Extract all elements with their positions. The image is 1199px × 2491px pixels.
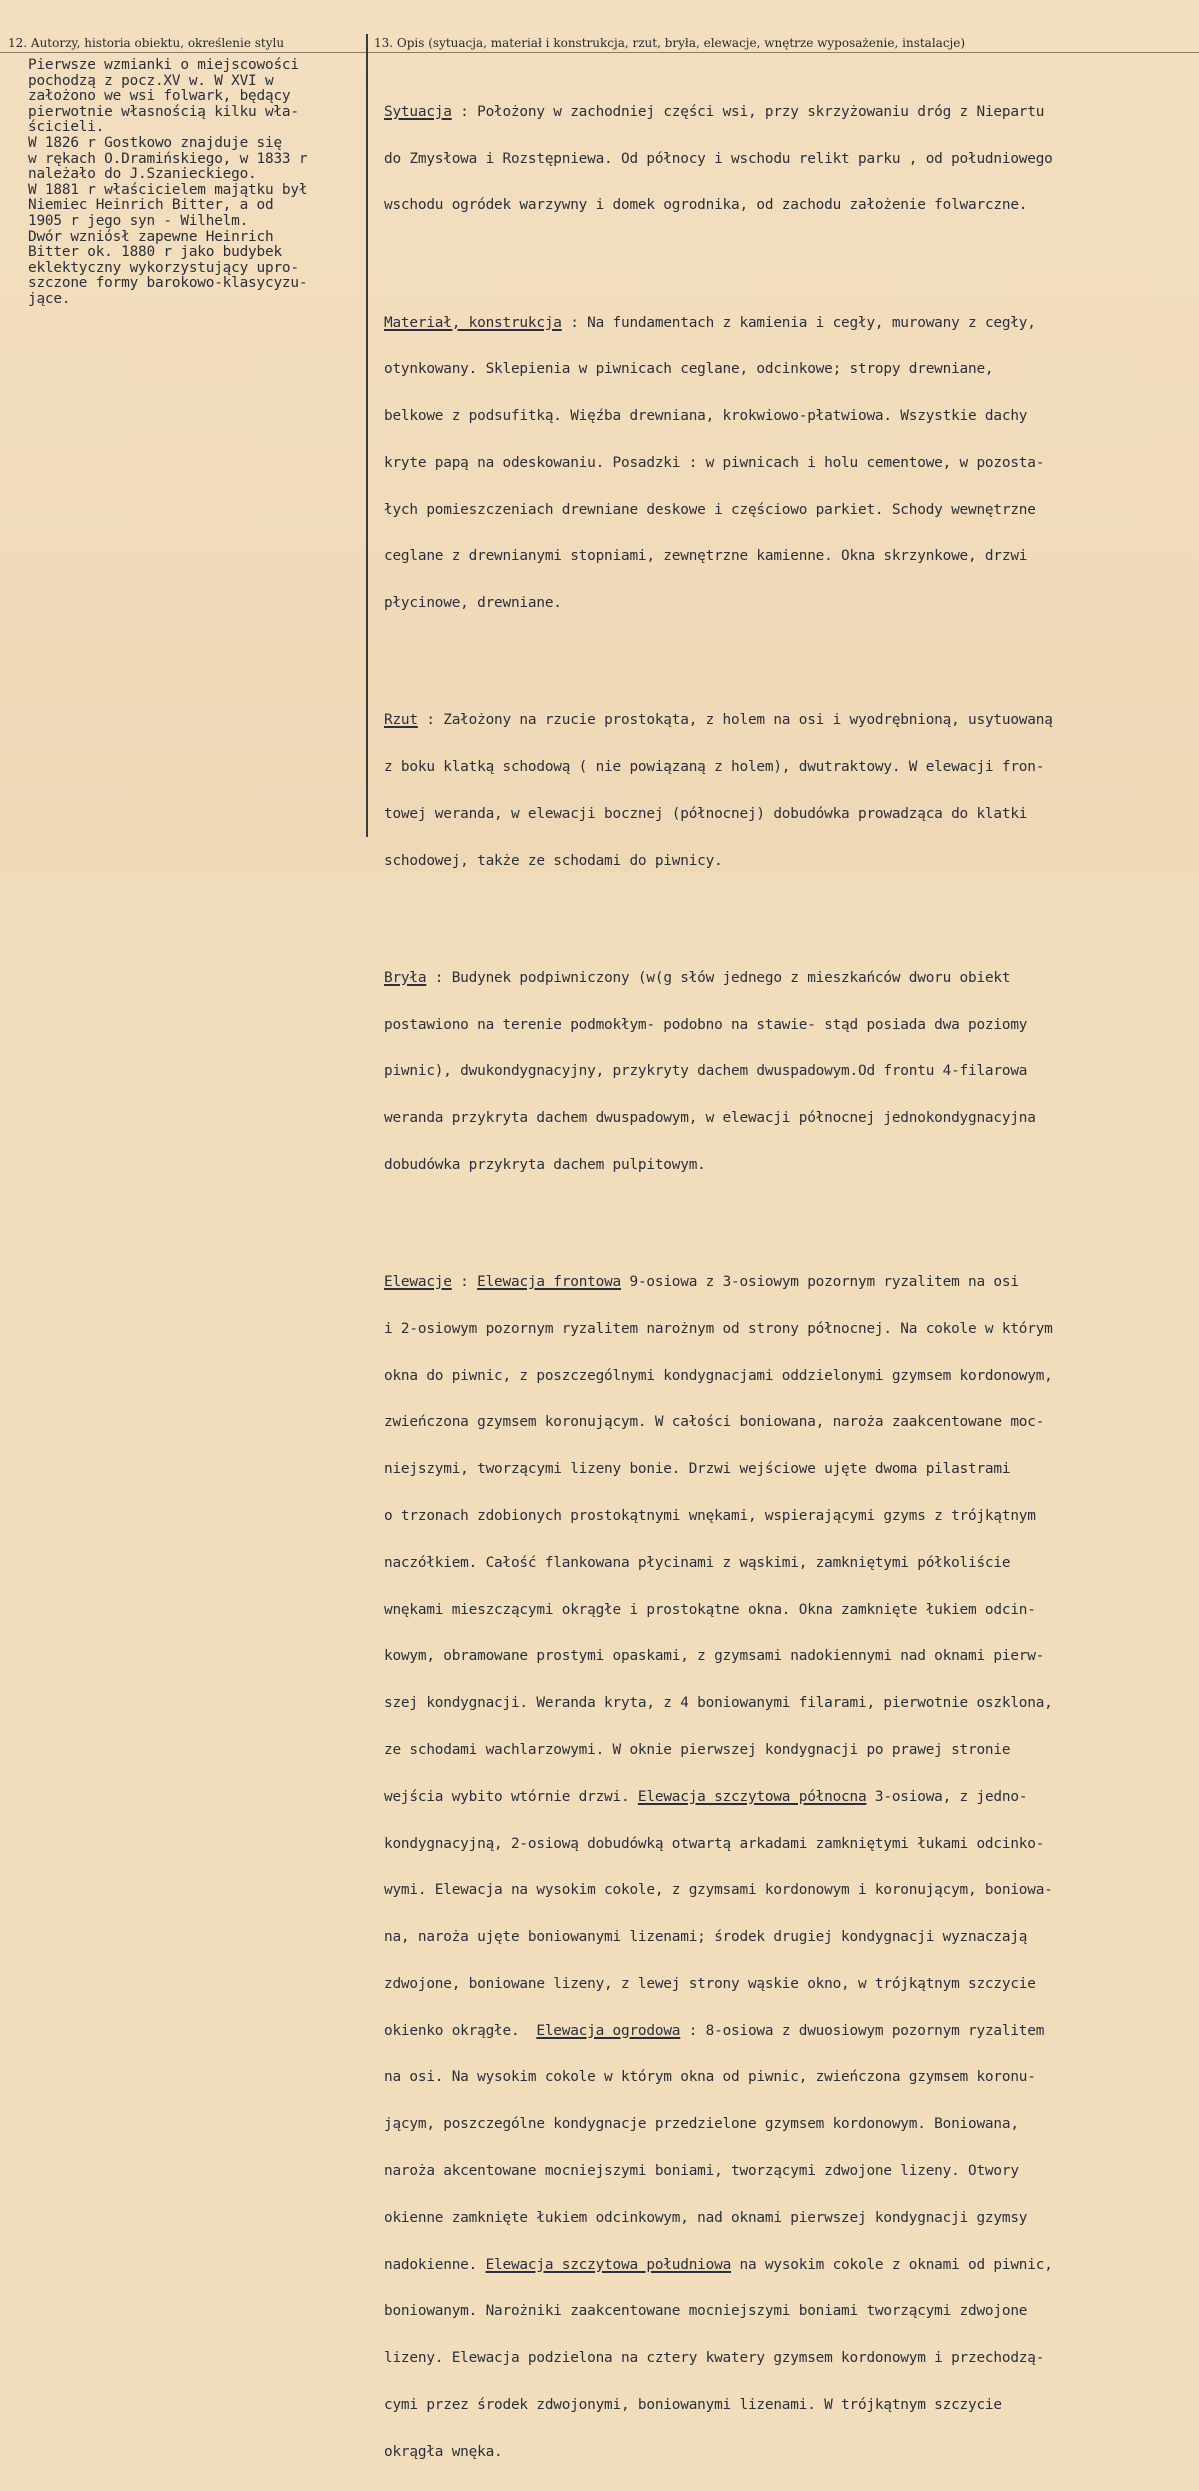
header-divider [0,52,1199,53]
text-line: schodowej, także ze schodami do piwnicy. [384,852,723,869]
text-line: boniowanym. Narożniki zaakcentowane mocniejszymi boniami tworzącymi zdwojone [384,2303,1028,2320]
elewacje-label: Elewacje [384,1274,452,1291]
history-line: należało do J.Szanieckiego. [28,166,257,183]
text-line: szej kondygnacji. Weranda kryta, z 4 boniowanymi filarami, pierwotnie oszklona, [384,1695,1053,1712]
text-line: ze schodami wachlarzowymi. W oknie pierwszej kondygnacji po prawej stronie [384,1741,1011,1758]
history-line: pochodzą z pocz.XV w. W XVI w [28,72,274,89]
text-line: dobudówka przykryta dachem pulpitowym. [384,1156,706,1173]
front-elevation-label: Elewacja frontowa [477,1274,622,1291]
text-line: z boku klatką schodową ( nie powiązaną z holem), dwutraktowy. W elewacji fron- [384,759,1045,776]
text-line: okrągła wnęka. [384,2443,503,2460]
history-line: W 1881 r właścicielem majątku był [28,181,308,198]
text-segment: wejścia wybito wtórnie drzwi. [384,1788,638,1805]
text-line: ceglane z drewnianymi stopniami, zewnętrzne kamienne. Okna skrzynkowe, drzwi [384,548,1028,565]
text-line: naczółkiem. Całość flankowana płycinami z wąskimi, zamkniętymi półkoliście [384,1554,1011,1571]
text-line: belkowe z podsufitką. Więźba drewniana, krokwiowo-płatwiowa. Wszystkie dachy [384,408,1028,425]
history-line: ścicieli. [28,119,105,136]
material-label: Materiał, konstrukcja [384,314,562,331]
text-line: kondygnacyjną, 2-osiową dobudówką otwartą arkadami zamkniętymi łukami odcinko- [384,1835,1045,1852]
text-line: na osi. Na wysokim cokole w którym okna od piwnic, zwieńczona gzymsem koronu- [384,2069,1036,2086]
bryla-text: : Budynek podpiwniczony (w(g słów jednego z mieszkańców dworu obiekt [426,969,1011,986]
text-line: na, naroża ujęte boniowanymi lizenami; środek drugiej kondygnacji wyznaczają [384,1929,1028,1946]
text-line: okienne zamknięte łukiem odcinkowym, nad oknami pierwszej kondygnacji gzymsy [384,2209,1028,2226]
text-line: otynkowany. Sklepienia w piwnicach ceglane, odcinkowe; stropy drewniane, [384,361,994,378]
text-line: łych pomieszczeniach drewniane deskowe i częściowo parkiet. Schody wewnętrzne [384,501,1036,518]
material-heading-line [384,316,1192,332]
history-column [28,58,362,308]
material-text: : Na fundamentach z kamienia i cegły, murowany z cegły, [561,314,1036,331]
column-divider [366,34,368,837]
elewacje-text: 9-osiowa z 3-osiowym pozornym ryzalitem na osi [621,1274,1019,1291]
history-line: Bitter ok. 1880 r jako budybek [28,244,282,261]
text-line: zdwojone, boniowane lizeny, z lewej strony wąskie okno, w trójkątnym szczycie [384,1975,1036,1992]
elewacje-heading-line [384,1275,1192,1291]
bryla-label: Bryła [384,969,427,986]
description-column [384,58,1192,2491]
text-line: kryte papą na odeskowaniu. Posadzki : w piwnicach i holu cementowe, w pozosta- [384,454,1045,471]
history-line: W 1826 r Gostkowo znajduje się [28,134,282,151]
history-line: szczone formy barokowo-klasycyzu- [28,275,308,292]
garden-elevation-label: Elewacja ogrodowa [536,2022,681,2039]
history-line: jące. [28,290,71,307]
bryla-heading-line [384,971,1192,987]
text-line: cymi przez środek zdwojonymi, boniowanymi lizenami. W trójkątnym szczycie [384,2396,1002,2413]
north-elevation-label: Elewacja szczytowa północna [637,1788,867,1805]
text-line: płycinowe, drewniane. [384,595,562,612]
history-line: Pierwsze wzmianki o miejscowości [28,57,299,73]
history-line: 1905 r jego syn - Wilhelm. [28,212,249,229]
north-elevation-line [384,1790,1192,1806]
text-line: piwnic), dwukondygnacyjny, przykryty dachem dwuspadowym.Od frontu 4-filarowa [384,1063,1028,1080]
sytuacja-label: Sytuacja [384,103,452,120]
rzut-text: : Założony na rzucie prostokąta, z holem na osi i wyodrębnioną, usytuowaną [417,712,1053,729]
separator: : [451,1274,478,1291]
text-line: wnękami mieszczącymi okrągłe i prostokątne okna. Okna zamknięte łukiem odcin- [384,1601,1036,1618]
text-segment: okienko okrągłe. [384,2022,537,2039]
text-line: jącym, poszczególne kondygnacje przedzielone gzymsem kordonowym. Boniowana, [384,2116,1019,2133]
header-left: 12. Autorzy, historia obiektu, określenie stylu [8,36,285,50]
history-line: założono we wsi folwark, będący [28,88,291,105]
history-line: Dwór wzniósł zapewne Heinrich [28,228,274,245]
text-line: wymi. Elewacja na wysokim cokole, z gzymsami kordonowym i koronującym, boniowa- [384,1882,1053,1899]
text-line: lizeny. Elewacja podzielona na cztery kwatery gzymsem kordonowym i przechodzą- [384,2350,1045,2367]
history-line: eklektyczny wykorzystujący upro- [28,259,299,276]
garden-elevation-line [384,2024,1192,2040]
text-line: o trzonach zdobionych prostokątnymi wnękami, wspierającymi gzyms z trójkątnym [384,1508,1036,1525]
rzut-heading-line [384,713,1192,729]
text-line: weranda przykryta dachem dwuspadowym, w elewacji północnej jednokondygnacyjna [384,1110,1036,1127]
text-line: wschodu ogródek warzywny i domek ogrodnika, od zachodu założenie folwarczne. [384,197,1028,214]
south-elevation-label: Elewacja szczytowa południowa [485,2256,732,2273]
text-line: towej weranda, w elewacji bocznej (północnej) dobudówka prowadząca do klatki [384,805,1028,822]
rzut-label: Rzut [384,712,418,729]
text-line: naroża akcentowane mocniejszymi boniami, tworzącymi zdwojone lizeny. Otwory [384,2162,1019,2179]
text-line: postawiono na terenie podmokłym- podobno na stawie- stąd posiada dwa poziomy [384,1016,1028,1033]
history-line: w rękach O.Dramińskiego, w 1833 r [28,150,308,167]
text-segment: 3-osiowa, z jedno- [866,1788,1028,1805]
header-right: 13. Opis (sytuacja, materiał i konstrukcja, rzut, bryła, elewacje, wnętrze wyposażenie, instalacje) [374,36,966,50]
text-segment: nadokienne. [384,2256,486,2273]
text-line: kowym, obramowane prostymi opaskami, z gzymsami nadokiennymi nad oknami pierw- [384,1648,1045,1665]
history-line: pierwotnie własnością kilku wła- [28,103,299,120]
text-line: okna do piwnic, z poszczególnymi kondygnacjami oddzielonymi gzymsem kordonowym, [384,1367,1053,1384]
text-segment: na wysokim cokole z oknami od piwnic, [731,2256,1053,2273]
sytuacja-text: : Położony w zachodniej części wsi, przy skrzyżowaniu dróg z Niepartu [451,103,1045,120]
south-elevation-line [384,2258,1192,2274]
text-line: niejszymi, tworzącymi lizeny bonie. Drzwi wejściowe ujęte dwoma pilastrami [384,1461,1011,1478]
text-line: zwieńczona gzymsem koronującym. W całości boniowana, naroża zaakcentowane moc- [384,1414,1045,1431]
text-line: do Zmysłowa i Rozstępniewa. Od północy i wschodu relikt parku , od południowego [384,150,1053,167]
history-line: Niemiec Heinrich Bitter, a od [28,197,274,214]
sytuacja-heading-line [384,105,1192,121]
text-line: i 2-osiowym pozornym ryzalitem narożnym od strony północnej. Na cokole w którym [384,1320,1053,1337]
text-segment: : 8-osiowa z dwuosiowym pozornym ryzalitem [680,2022,1045,2039]
